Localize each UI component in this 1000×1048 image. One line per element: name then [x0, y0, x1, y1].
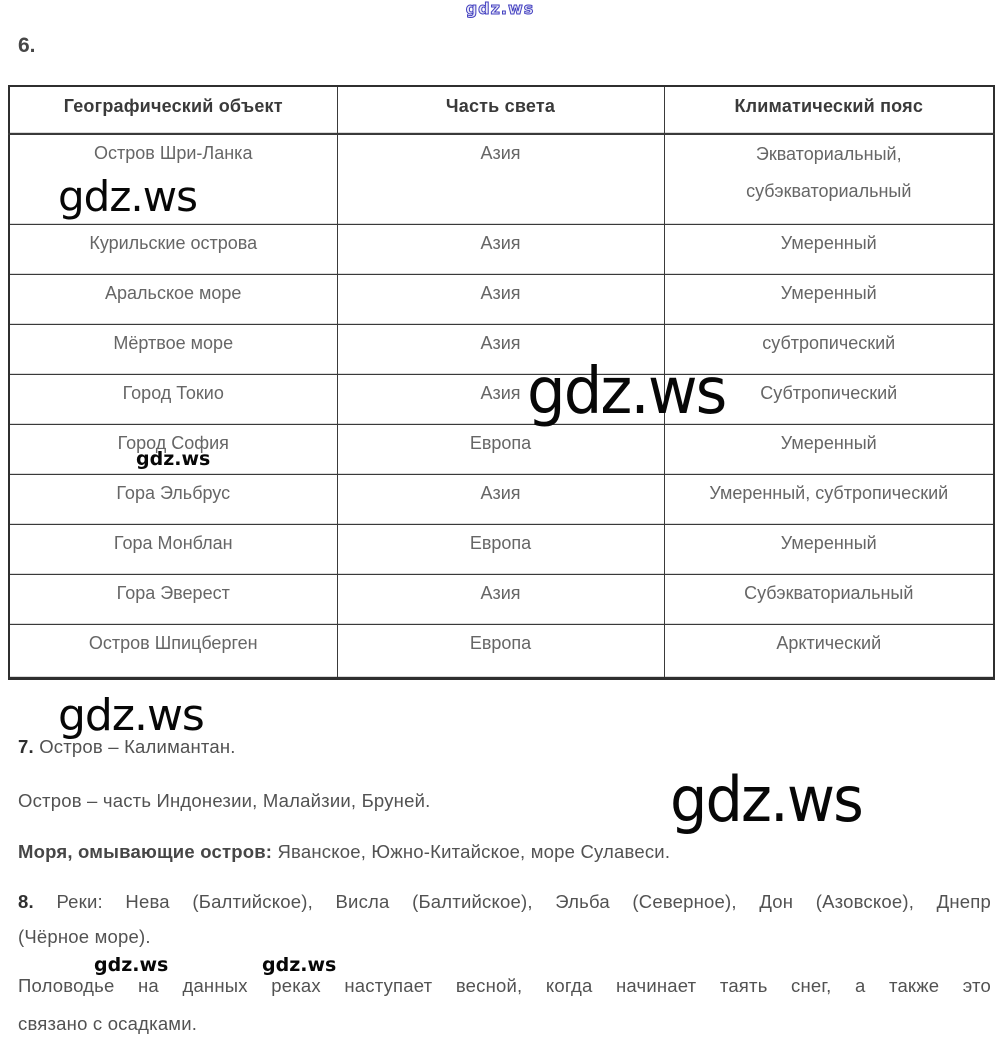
cell-part: Азия — [337, 474, 664, 524]
cell-climate — [664, 134, 994, 224]
cell-object: Остров Шри-Ланка — [9, 134, 337, 224]
cell-object: Гора Монблан — [9, 524, 337, 574]
climate-line-2: субэкваториальный — [746, 181, 912, 201]
watermark-table-center: gdz.ws — [527, 355, 726, 429]
watermark-top-blue: gdz.ws — [465, 0, 535, 18]
task-6-number: 6. — [18, 34, 36, 57]
task-8-flood-line-2 — [18, 1011, 991, 1037]
cell-part: Азия — [337, 134, 664, 224]
task-8-rivers-line-2 — [18, 924, 991, 950]
task-7-answer: Остров – Калимантан. — [39, 736, 236, 757]
cell-part: Азия — [337, 274, 664, 324]
cell-part: Европа — [337, 524, 664, 574]
cell-part: Азия — [337, 324, 664, 374]
table-row — [9, 474, 994, 524]
task-7-seas-list: Яванское, Южно-Китайское, море Сулавеси. — [277, 841, 671, 862]
cell-object: Гора Эльбрус — [9, 474, 337, 524]
watermark-table-row1: gdz.ws — [58, 172, 197, 221]
task-8-flood-line-1 — [18, 973, 991, 999]
watermark-bottom-small-1: gdz.ws — [94, 954, 169, 976]
task-8-number: 8. — [18, 891, 34, 912]
column-header-object: Географический объект — [9, 86, 337, 134]
cell-object: Аральское море — [9, 274, 337, 324]
cell-object: Мёртвое море — [9, 324, 337, 374]
cell-climate: Арктический — [664, 624, 994, 678]
task-7-number: 7. — [18, 736, 34, 757]
cell-climate: Субтропический — [664, 374, 994, 424]
cell-climate: субтропический — [664, 324, 994, 374]
cell-object: Курильские острова — [9, 224, 337, 274]
watermark-left-large: gdz.ws — [58, 690, 204, 741]
cell-climate: Умеренный, субтропический — [664, 474, 994, 524]
task-8-rivers-line-1 — [18, 889, 991, 915]
task-8-rivers-text: Реки: Нева (Балтийское), Висла (Балтийское), Эльба (Северное), Дон (Азовское), Днепр — [56, 891, 991, 912]
task-8-flood-text-2: связано с осадками. — [18, 1013, 198, 1034]
cell-part: Европа — [337, 424, 664, 474]
cell-part: Европа — [337, 624, 664, 678]
task-7-seas-line — [18, 839, 991, 865]
cell-object: Гора Эверест — [9, 574, 337, 624]
column-header-climate: Климатический пояс — [664, 86, 994, 134]
watermark-right-large: gdz.ws — [670, 763, 862, 836]
cell-climate: Субэкваториальный — [664, 574, 994, 624]
task-7-detail: Остров – часть Индонезии, Малайзии, Бруней. — [18, 790, 431, 811]
table-row — [9, 324, 994, 374]
cell-object: Остров Шпицберген — [9, 624, 337, 678]
table-row — [9, 574, 994, 624]
table-header-row — [9, 86, 994, 134]
cell-object: Город Токио — [9, 374, 337, 424]
cell-part: Азия — [337, 574, 664, 624]
cell-object: Город София — [9, 424, 337, 474]
cell-climate: Умеренный — [664, 524, 994, 574]
watermark-bottom-small-2: gdz.ws — [262, 954, 337, 976]
watermark-sofia-cell: gdz.ws — [136, 448, 211, 470]
cell-climate: Умеренный — [664, 424, 994, 474]
cell-part: Азия — [337, 224, 664, 274]
table-row — [9, 524, 994, 574]
climate-line-1: Экваториальный, — [755, 144, 902, 164]
cell-climate: Умеренный — [664, 274, 994, 324]
column-header-part: Часть света — [337, 86, 664, 134]
task-8-flood-text-1: Половодье на данных реках наступает весной, когда начинает таять снег, а также это — [18, 975, 991, 996]
cell-climate: Умеренный — [664, 224, 994, 274]
table-row — [9, 374, 994, 424]
cell-part: Азия — [337, 374, 664, 424]
table-row — [9, 274, 994, 324]
table-row — [9, 224, 994, 274]
table-row — [9, 624, 994, 678]
task-7-seas-lead: Моря, омывающие остров: — [18, 841, 273, 862]
task-8-rivers-continuation: (Чёрное море). — [18, 926, 151, 947]
